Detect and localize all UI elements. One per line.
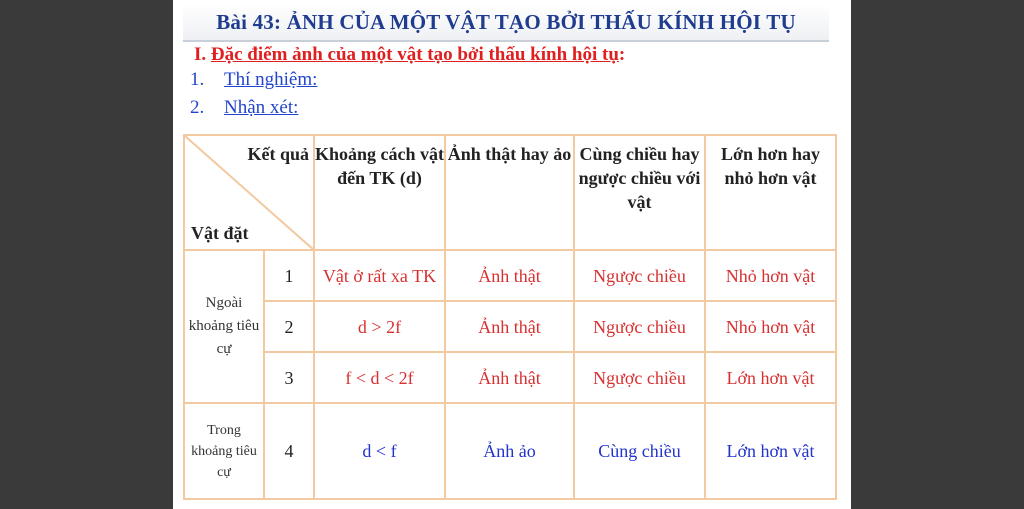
- cell-size: Lớn hơn vật: [705, 403, 836, 499]
- cell-distance: Vật ở rất xa TK: [314, 250, 445, 301]
- list-label: Thí nghiệm:: [224, 69, 318, 90]
- table-row: [184, 250, 836, 301]
- cell-orientation: Ngược chiều: [574, 301, 705, 352]
- cell-orientation: Ngược chiều: [574, 250, 705, 301]
- section-number: I.: [194, 44, 207, 65]
- header-size: Lớn hơn hay nhỏ hơn vật: [705, 135, 836, 250]
- cell-size: Lớn hơn vật: [705, 352, 836, 403]
- row-index: 3: [264, 352, 314, 403]
- table-row: [184, 403, 836, 499]
- cell-size: Nhỏ hơn vật: [705, 301, 836, 352]
- list-number: 1.: [190, 69, 205, 90]
- cell-image-type: Ảnh thật: [445, 250, 574, 301]
- cell-image-type: Ảnh ảo: [445, 403, 574, 499]
- corner-cell: [184, 135, 314, 250]
- corner-top-label: Kết quả: [247, 144, 309, 164]
- section-text: Đặc điểm ảnh của một vật tạo bởi thấu kính hội tụ: [210, 44, 619, 65]
- header-row: [184, 135, 836, 250]
- cell-size: Nhỏ hơn vật: [705, 250, 836, 301]
- group-inside-focal: Trong khoảng tiêu cự: [184, 403, 264, 499]
- list-item-remark: [190, 97, 298, 119]
- section-heading: [194, 44, 625, 66]
- header-distance: Khoảng cách vật đến TK (d): [314, 135, 445, 250]
- row-index: 4: [264, 403, 314, 499]
- section-suffix: :: [618, 44, 626, 65]
- header-orientation: Cùng chiều hay ngược chiều với vật: [574, 135, 705, 250]
- slide-title: Bài 43: ẢNH CỦA MỘT VẬT TẠO BỞI THẤU KÍNH HỘI TỤ: [183, 4, 829, 42]
- results-table: [183, 134, 837, 500]
- header-image-type: Ảnh thật hay ảo: [445, 135, 574, 250]
- slide: [173, 0, 851, 509]
- cell-image-type: Ảnh thật: [445, 301, 574, 352]
- table-row: [184, 301, 836, 352]
- corner-bottom-label: Vật đặt: [191, 223, 249, 243]
- cell-image-type: Ảnh thật: [445, 352, 574, 403]
- table-row: [184, 352, 836, 403]
- row-index: 1: [264, 250, 314, 301]
- row-index: 2: [264, 301, 314, 352]
- cell-orientation: Cùng chiều: [574, 403, 705, 499]
- list-item-experiment: [190, 69, 317, 91]
- list-label: Nhận xét:: [224, 97, 299, 118]
- cell-orientation: Ngược chiều: [574, 352, 705, 403]
- list-number: 2.: [190, 97, 205, 118]
- cell-distance: d > 2f: [314, 301, 445, 352]
- group-outside-focal: Ngoài khoảng tiêu cự: [184, 250, 264, 403]
- cell-distance: d < f: [314, 403, 445, 499]
- cell-distance: f < d < 2f: [314, 352, 445, 403]
